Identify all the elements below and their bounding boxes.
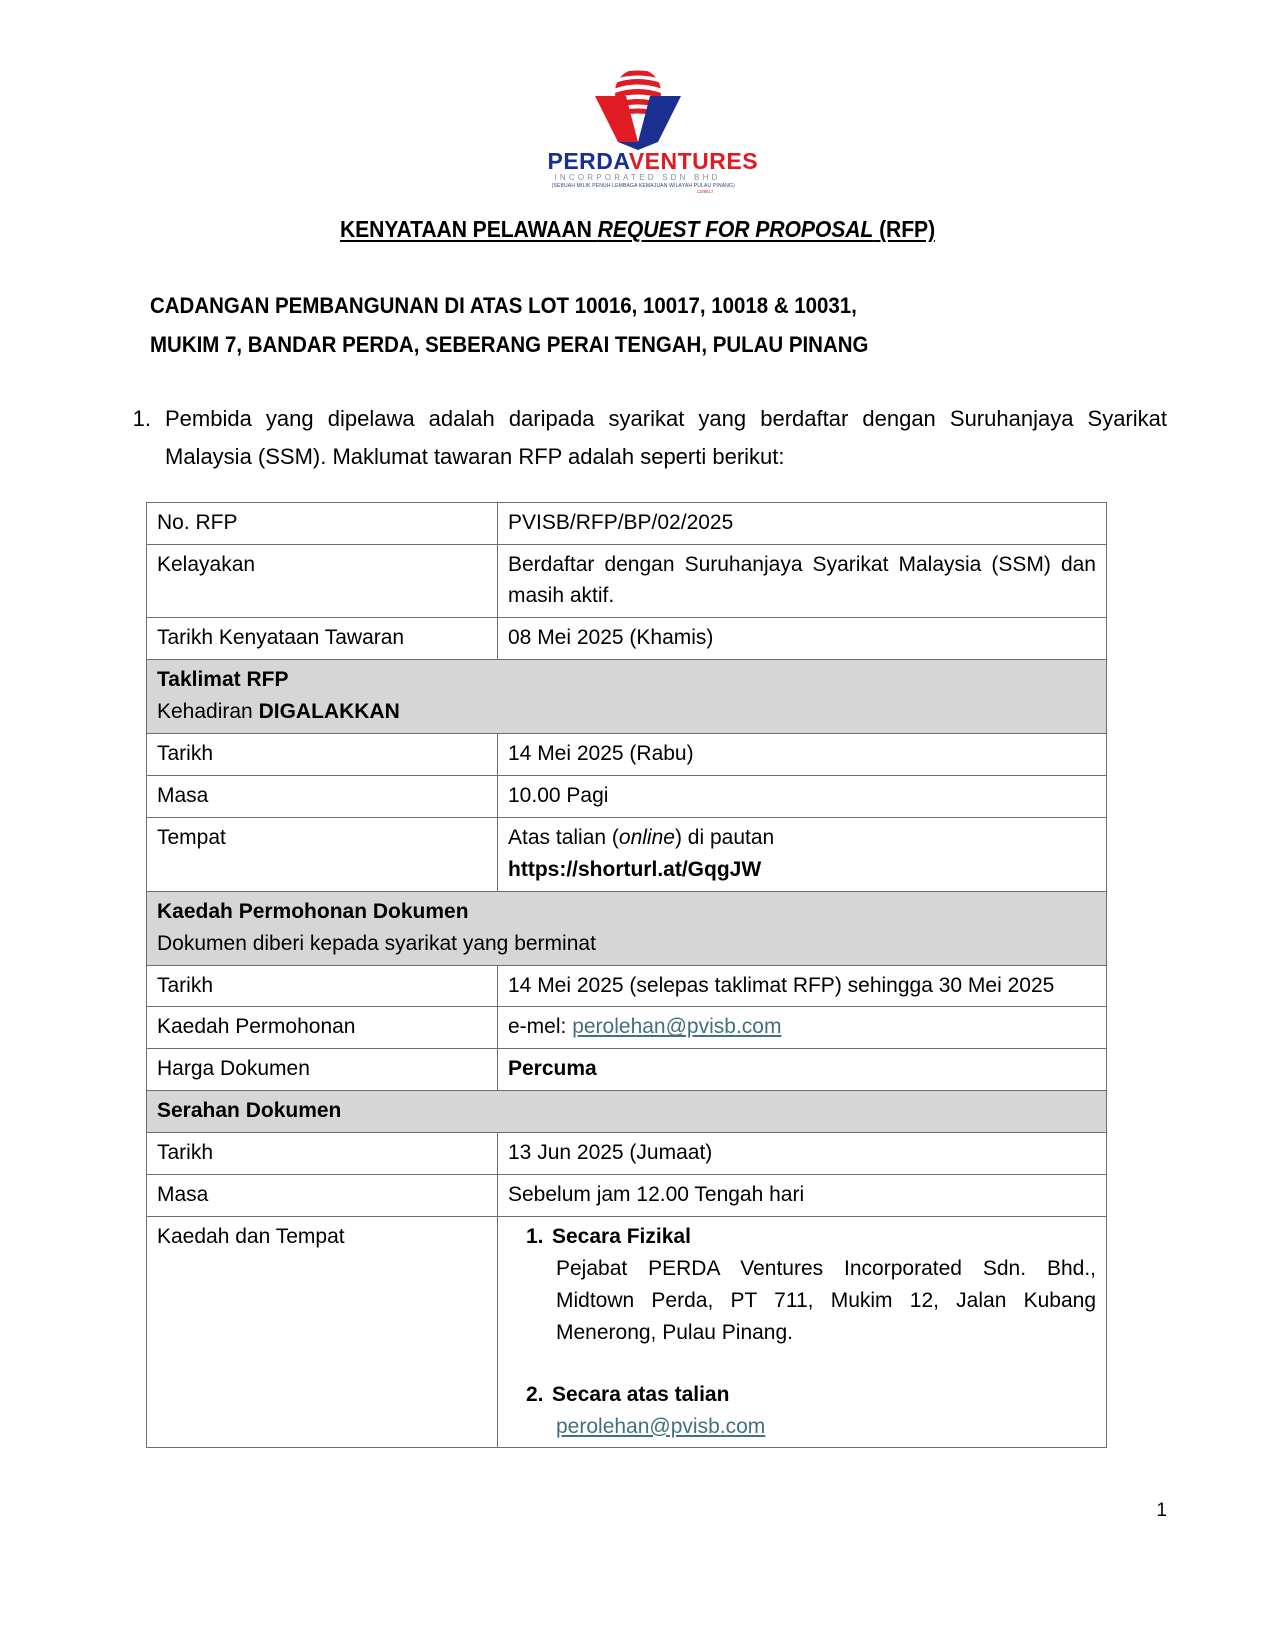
table-row-tarikh-kenyataan (147, 618, 1107, 660)
table-row-serahan-tarikh (147, 1133, 1107, 1175)
table-row-taklimat-masa (147, 776, 1107, 818)
list-item-atas-talian (526, 1379, 1096, 1411)
list-item-fizikal-heading: Secara Fizikal (552, 1224, 691, 1248)
project-subtitle-line1: CADANGAN PEMBANGUNAN DI ATAS LOT 10016, 10017, 10018 & 10031, (150, 293, 857, 318)
cell-value-kaedah-permohonan (498, 1007, 1107, 1049)
list-item-fizikal-address-wrap (526, 1253, 1096, 1349)
project-subtitle-line2: MUKIM 7, BANDAR PERDA, SEBERANG PERAI TENGAH, PULAU PINANG (150, 331, 869, 357)
page-number: 1 (1156, 1500, 1167, 1521)
list-item-atas-talian-email-wrap (526, 1411, 1096, 1443)
cell-value-kaedah-tarikh: 14 Mei 2025 (selepas taklimat RFP) sehingga 30 Mei 2025 (498, 965, 1107, 1007)
cell-label-kelayakan: Kelayakan (147, 544, 498, 618)
cell-label-serahan-tarikh: Tarikh (147, 1133, 498, 1175)
cell-label-taklimat-tempat: Tempat (147, 817, 498, 891)
list-item-fizikal (526, 1221, 1096, 1253)
cell-value-serahan-kaedah (498, 1216, 1107, 1447)
cell-label-taklimat-tarikh: Tarikh (147, 734, 498, 776)
cell-section-serahan: Serahan Dokumen (147, 1091, 1107, 1133)
cell-section-taklimat (147, 660, 1107, 734)
table-row-kaedah-tarikh (147, 965, 1107, 1007)
cell-value-kelayakan: Berdaftar dengan Suruhanjaya Syarikat Malaysia (SSM) dan masih aktif. (498, 544, 1107, 618)
tempat-text-post: ) di pautan (674, 825, 775, 849)
section-taklimat-title: Taklimat RFP (157, 668, 289, 692)
tempat-text-pre: Atas talian ( (508, 825, 619, 849)
cell-value-no-rfp: PVISB/RFP/BP/02/2025 (498, 502, 1107, 544)
tempat-text-italic: online (618, 825, 675, 849)
table-section-header-kaedah-permohonan (147, 891, 1107, 965)
logo-subline: INCORPORATED SDN BHD (554, 173, 721, 182)
list-item-fizikal-marker: 1. (526, 1224, 544, 1248)
logo-globe-and-v-icon (548, 62, 728, 150)
list-gap (526, 1349, 1096, 1379)
cell-label-serahan-kaedah: Kaedah dan Tempat (147, 1216, 498, 1447)
cell-value-serahan-masa: Sebelum jam 12.00 Tengah hari (498, 1175, 1107, 1217)
email-link-serahan[interactable]: perolehan@pvisb.com (556, 1414, 766, 1438)
page-title-part2: (RFP) (873, 216, 936, 242)
logo-mark (548, 62, 728, 150)
logo-wordmark-main (547, 148, 759, 174)
logo-tagline: (SEBUAH MILIK PENUH LEMBAGA KEMAJUAN WILAYAH PULAU PINANG) (551, 183, 735, 189)
list-item-fizikal-address: Pejabat PERDA Ventures Incorporated Sdn. Bhd., Midtown Perda, PT 711, Mukim 12, Jalan Kubang Menerong, Pulau Pinang. (556, 1256, 1096, 1344)
email-prefix: e-mel: (508, 1015, 573, 1039)
intro-paragraph-number: 1. (132, 406, 151, 431)
list-item-atas-talian-body (552, 1379, 1096, 1411)
list-gap-spacer (526, 1349, 1096, 1379)
table-section-header-serahan (147, 1091, 1107, 1133)
list-item-atas-talian-heading: Secara atas talian (552, 1382, 730, 1406)
rfp-details-table (146, 502, 1107, 1449)
list-item-atas-talian-marker: 2. (526, 1382, 544, 1406)
table-row-serahan-masa (147, 1175, 1107, 1217)
section-taklimat-note-plain: Kehadiran (157, 700, 259, 724)
table-row-taklimat-tarikh (147, 734, 1107, 776)
intro-paragraph (125, 400, 1167, 476)
email-link-permohonan[interactable]: perolehan@pvisb.com (572, 1015, 782, 1039)
table-row-taklimat-tempat (147, 817, 1107, 891)
cell-label-tarikh-kenyataan: Tarikh Kenyataan Tawaran (147, 618, 498, 660)
cell-label-no-rfp: No. RFP (147, 502, 498, 544)
cell-value-taklimat-tempat (498, 817, 1107, 891)
table-row-harga-dokumen (147, 1049, 1107, 1091)
section-taklimat-note-bold: DIGALAKKAN (258, 700, 400, 724)
perda-ventures-logo (547, 62, 759, 195)
page-title-part1: KENYATAAN PELAWAAN (339, 216, 598, 242)
table-section-header-taklimat (147, 660, 1107, 734)
cell-label-taklimat-masa: Masa (147, 776, 498, 818)
page-title-italic: REQUEST FOR PROPOSAL (597, 216, 874, 242)
cell-label-kaedah-tarikh: Tarikh (147, 965, 498, 1007)
logo-word-perda: PERDA (547, 148, 629, 174)
intro-paragraph-text: Pembida yang dipelawa adalah daripada syarikat yang berdaftar dengan Suruhanjaya Syarikat Malaysia (SSM). Maklumat tawaran RFP adalah seperti berikut: (165, 406, 1167, 469)
submission-method-list (508, 1221, 1096, 1442)
logo-wordmark (547, 148, 759, 195)
project-subtitle (150, 287, 1057, 364)
cell-label-harga-dokumen: Harga Dokumen (147, 1049, 498, 1091)
section-kaedah-title: Kaedah Permohonan Dokumen (157, 899, 469, 923)
company-logo-block (0, 0, 1275, 195)
taklimat-meeting-url[interactable]: https://shorturl.at/GqgJW (508, 857, 762, 881)
cell-label-serahan-masa: Masa (147, 1175, 498, 1217)
table-row-serahan-kaedah-tempat (147, 1216, 1107, 1447)
section-kaedah-note: Dokumen diberi kepada syarikat yang berminat (157, 931, 596, 955)
cell-section-kaedah-permohonan (147, 891, 1107, 965)
list-item-fizikal-body (552, 1221, 1096, 1253)
logo-company-code: 1188617 (696, 189, 714, 195)
logo-word-ventures: VENTURES (628, 148, 759, 174)
table-row-kelayakan (147, 544, 1107, 618)
cell-value-taklimat-masa: 10.00 Pagi (498, 776, 1107, 818)
table-row-no-rfp (147, 502, 1107, 544)
cell-label-kaedah-permohonan: Kaedah Permohonan (147, 1007, 498, 1049)
cell-value-taklimat-tarikh: 14 Mei 2025 (Rabu) (498, 734, 1107, 776)
tempat-online-text (508, 822, 1096, 854)
section-taklimat-note (157, 696, 1096, 728)
page-title (51, 216, 1224, 243)
cell-value-tarikh-kenyataan: 08 Mei 2025 (Khamis) (498, 618, 1107, 660)
table-row-kaedah-permohonan (147, 1007, 1107, 1049)
cell-value-harga-dokumen: Percuma (498, 1049, 1107, 1091)
cell-value-serahan-tarikh: 13 Jun 2025 (Jumaat) (498, 1133, 1107, 1175)
